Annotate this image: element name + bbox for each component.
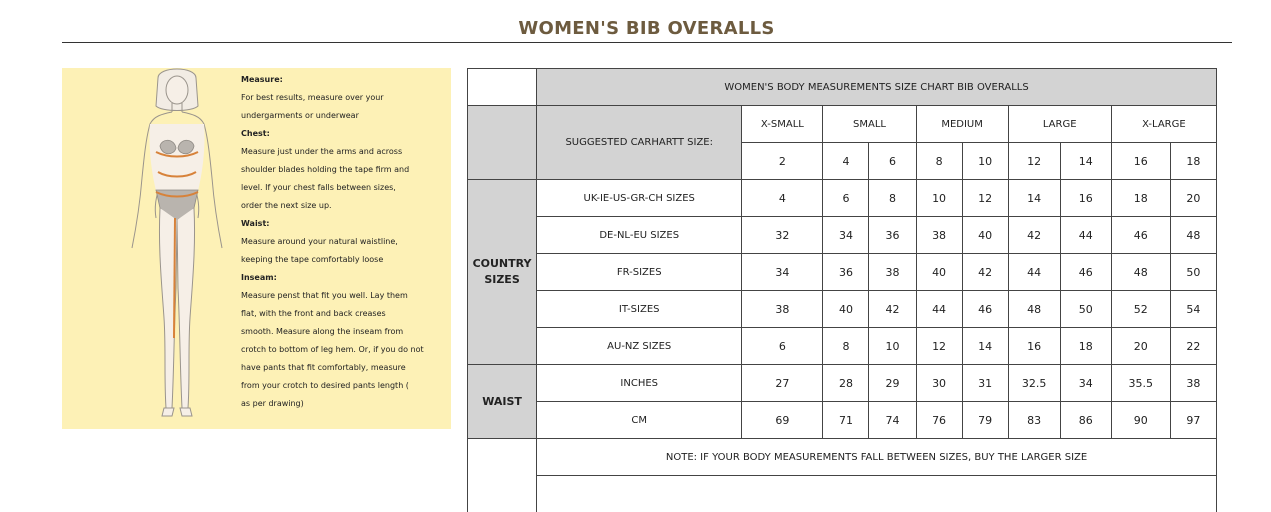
row-label: CM (537, 402, 742, 439)
table-cell: 34 (823, 217, 869, 254)
table-cell: 14 (1060, 143, 1111, 180)
table-row (468, 180, 1217, 217)
row-label: IT-SIZES (537, 291, 742, 328)
table-corner-cell (468, 69, 537, 106)
size-group-xlarge: X-LARGE (1111, 106, 1216, 143)
instruction-text: as per drawing) (241, 395, 441, 413)
table-cell: 44 (916, 291, 962, 328)
table-cell: 40 (962, 217, 1008, 254)
size-group-small: SMALL (823, 106, 916, 143)
size-group-xsmall: X-SMALL (742, 106, 823, 143)
table-cell: 48 (1170, 217, 1216, 254)
country-sizes-group-label: COUNTRY SIZES (468, 180, 537, 365)
page-title: WOMEN'S BIB OVERALLS (0, 18, 1271, 39)
instruction-text: For best results, measure over your (241, 89, 441, 107)
table-cell: 97 (1170, 402, 1216, 439)
waist-group-label: WAIST (468, 365, 537, 439)
instruction-heading-chest: Chest: (241, 125, 441, 143)
table-cell: 34 (1060, 365, 1111, 402)
table-cell: 16 (1060, 180, 1111, 217)
instruction-text: order the next size up. (241, 197, 441, 215)
instruction-text: from your crotch to desired pants length ( (241, 377, 441, 395)
table-cell: 40 (823, 291, 869, 328)
table-cell: 34 (742, 254, 823, 291)
table-cell: 27 (742, 365, 823, 402)
table-cell: 16 (1111, 143, 1170, 180)
table-cell: 38 (742, 291, 823, 328)
table-cell: 10 (916, 180, 962, 217)
instruction-text: flat, with the front and back creases (241, 305, 441, 323)
instruction-text: crotch to bottom of leg hem. Or, if you do not (241, 341, 441, 359)
table-cell: 6 (869, 143, 916, 180)
table-row (468, 217, 1217, 254)
table-row (468, 328, 1217, 365)
table-cell: 76 (916, 402, 962, 439)
instruction-heading-waist: Waist: (241, 215, 441, 233)
table-cell: 74 (869, 402, 916, 439)
table-cell: 50 (1170, 254, 1216, 291)
table-cell: 22 (1170, 328, 1216, 365)
table-cell: 38 (916, 217, 962, 254)
table-cell: 18 (1060, 328, 1111, 365)
row-label: FR-SIZES (537, 254, 742, 291)
table-cell: 4 (742, 180, 823, 217)
table-cell: 8 (869, 180, 916, 217)
table-cell: 38 (869, 254, 916, 291)
measurement-guide-panel (62, 68, 451, 429)
table-cell: 20 (1170, 180, 1216, 217)
table-cell: 46 (962, 291, 1008, 328)
size-chart-table (467, 68, 1217, 512)
table-cell: 42 (962, 254, 1008, 291)
table-cell: 90 (1111, 402, 1170, 439)
table-cell: 29 (869, 365, 916, 402)
table-cell: 6 (823, 180, 869, 217)
table-cell: 31 (962, 365, 1008, 402)
table-cell: 4 (823, 143, 869, 180)
table-caption: WOMEN'S BODY MEASUREMENTS SIZE CHART BIB OVERALLS (537, 69, 1217, 106)
title-divider (62, 42, 1232, 43)
instruction-text: undergarments or underwear (241, 107, 441, 125)
table-cell: 71 (823, 402, 869, 439)
instruction-text: smooth. Measure along the inseam from (241, 323, 441, 341)
table-cell: 18 (1170, 143, 1216, 180)
suggested-size-label: SUGGESTED CARHARTT SIZE: (537, 106, 742, 180)
table-cell: 44 (1008, 254, 1060, 291)
table-cell: 52 (1111, 291, 1170, 328)
table-cell: 79 (962, 402, 1008, 439)
instruction-text: Measure just under the arms and across (241, 143, 441, 161)
instruction-heading-measure: Measure: (241, 71, 441, 89)
row-label: INCHES (537, 365, 742, 402)
table-row (468, 365, 1217, 402)
table-cell: 83 (1008, 402, 1060, 439)
table-cell: 28 (823, 365, 869, 402)
table-cell: 8 (823, 328, 869, 365)
table-blank-cell (468, 106, 537, 180)
table-cell: 46 (1060, 254, 1111, 291)
note-row (468, 439, 1217, 476)
table-row (468, 476, 1217, 512)
size-group-medium: MEDIUM (916, 106, 1008, 143)
table-cell: 14 (1008, 180, 1060, 217)
table-row (468, 291, 1217, 328)
table-row (468, 254, 1217, 291)
instruction-text: shoulder blades holding the tape firm and (241, 161, 441, 179)
instruction-text: keeping the tape comfortably loose (241, 251, 441, 269)
table-cell: 18 (1111, 180, 1170, 217)
table-cell: 42 (1008, 217, 1060, 254)
table-cell: 36 (823, 254, 869, 291)
table-cell: 86 (1060, 402, 1111, 439)
instruction-heading-inseam: Inseam: (241, 269, 441, 287)
size-group-row (468, 106, 1217, 143)
table-cell: 48 (1111, 254, 1170, 291)
table-cell: 35.5 (1111, 365, 1170, 402)
table-cell: 42 (869, 291, 916, 328)
table-caption-row (468, 69, 1217, 106)
instruction-text: have pants that fit comfortably, measure (241, 359, 441, 377)
table-cell: 16 (1008, 328, 1060, 365)
table-cell: 8 (916, 143, 962, 180)
table-cell: 12 (962, 180, 1008, 217)
table-cell: 14 (962, 328, 1008, 365)
table-cell: 2 (742, 143, 823, 180)
table-cell: 10 (869, 328, 916, 365)
row-label: AU-NZ SIZES (537, 328, 742, 365)
size-group-large: LARGE (1008, 106, 1111, 143)
table-cell: 12 (1008, 143, 1060, 180)
body-measurement-figure (102, 68, 252, 429)
table-cell: 46 (1111, 217, 1170, 254)
table-cell: 38 (1170, 365, 1216, 402)
table-cell: 10 (962, 143, 1008, 180)
table-blank-cell (537, 476, 1217, 512)
table-cell: 50 (1060, 291, 1111, 328)
table-cell: 48 (1008, 291, 1060, 328)
table-cell: 32 (742, 217, 823, 254)
table-cell: 12 (916, 328, 962, 365)
table-cell: 69 (742, 402, 823, 439)
table-cell: 30 (916, 365, 962, 402)
instruction-text: Measure around your natural waistline, (241, 233, 441, 251)
size-note: NOTE: IF YOUR BODY MEASUREMENTS FALL BETWEEN SIZES, BUY THE LARGER SIZE (537, 439, 1217, 476)
instruction-text: Measure penst that fit you well. Lay them (241, 287, 441, 305)
table-cell: 44 (1060, 217, 1111, 254)
row-label: UK-IE-US-GR-CH SIZES (537, 180, 742, 217)
table-cell: 36 (869, 217, 916, 254)
table-cell: 40 (916, 254, 962, 291)
table-blank-cell (468, 439, 537, 512)
table-cell: 20 (1111, 328, 1170, 365)
table-cell: 32.5 (1008, 365, 1060, 402)
table-row (468, 402, 1217, 439)
instruction-text: level. If your chest falls between sizes, (241, 179, 441, 197)
table-cell: 6 (742, 328, 823, 365)
measurement-instructions (241, 71, 441, 413)
row-label: DE-NL-EU SIZES (537, 217, 742, 254)
table-cell: 54 (1170, 291, 1216, 328)
